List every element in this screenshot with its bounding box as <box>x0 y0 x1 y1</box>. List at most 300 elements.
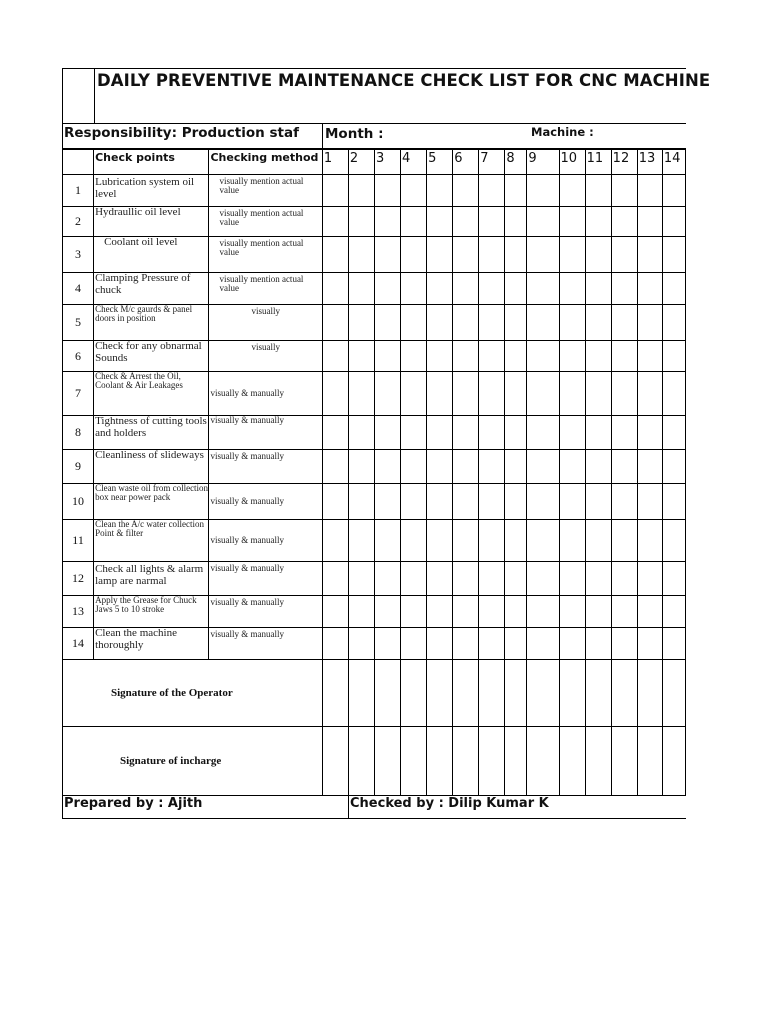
day-number: 10 <box>560 151 578 166</box>
day-entry-cell[interactable] <box>505 207 527 237</box>
signature-entry-cell[interactable] <box>322 727 348 796</box>
day-entry-cell[interactable] <box>427 207 453 237</box>
checking-method-cell <box>209 520 322 562</box>
day-entry-cell[interactable] <box>374 305 400 341</box>
day-entry-cell[interactable] <box>585 628 611 660</box>
day-entry-cell[interactable] <box>374 175 400 207</box>
checking-method-text: visually & manually <box>210 451 284 461</box>
signature-entry-cell[interactable] <box>374 727 400 796</box>
day-entry-cell[interactable] <box>662 484 685 520</box>
day-entry-cell[interactable] <box>585 520 611 562</box>
signature-entry-cell[interactable] <box>348 727 374 796</box>
day-entry-cell[interactable] <box>427 175 453 207</box>
signature-entry-cell[interactable] <box>427 727 453 796</box>
header-checking-method <box>209 150 322 175</box>
day-entry-cell[interactable] <box>427 273 453 305</box>
day-entry-cell[interactable] <box>637 237 662 273</box>
day-entry-cell[interactable] <box>559 341 585 372</box>
day-entry-cell[interactable] <box>322 305 348 341</box>
signature-label-cell <box>63 660 323 727</box>
header-no-cell <box>63 150 94 175</box>
day-entry-cell[interactable] <box>479 207 505 237</box>
day-entry-cell[interactable] <box>662 341 685 372</box>
check-point-text: Apply the Grease for Chuck Jaws 5 to 10 stroke <box>95 595 197 615</box>
day-entry-cell[interactable] <box>322 372 348 416</box>
day-entry-cell[interactable] <box>453 175 479 207</box>
row-number-cell: 4 <box>63 273 94 305</box>
day-entry-cell[interactable] <box>559 237 585 273</box>
check-point-cell <box>94 305 209 341</box>
day-entry-cell[interactable] <box>611 273 637 305</box>
day-entry-cell[interactable] <box>527 562 559 596</box>
day-entry-cell[interactable] <box>374 484 400 520</box>
day-entry-cell[interactable] <box>479 237 505 273</box>
check-point-text: Hydraullic oil level <box>95 206 181 218</box>
day-number: 12 <box>612 151 630 166</box>
signature-entry-cell[interactable] <box>427 660 453 727</box>
day-entry-cell[interactable] <box>637 305 662 341</box>
signature-entry-cell[interactable] <box>527 727 559 796</box>
row-number-cell: 1 <box>63 175 94 207</box>
signature-entry-cell[interactable] <box>401 660 427 727</box>
day-number: 7 <box>480 151 489 166</box>
check-point-text: Check M/c gaurds & panel doors in position <box>95 304 193 324</box>
day-entry-cell[interactable] <box>662 372 685 416</box>
checking-method-cell <box>209 237 322 273</box>
day-entry-cell[interactable] <box>427 416 453 450</box>
day-entry-cell[interactable] <box>662 562 685 596</box>
day-entry-cell[interactable] <box>348 372 374 416</box>
day-entry-cell[interactable] <box>453 562 479 596</box>
day-entry-cell[interactable] <box>611 520 637 562</box>
day-entry-cell[interactable] <box>505 273 527 305</box>
day-entry-cell[interactable] <box>559 273 585 305</box>
day-entry-cell[interactable] <box>585 237 611 273</box>
day-entry-cell[interactable] <box>611 305 637 341</box>
day-entry-cell[interactable] <box>527 416 559 450</box>
day-entry-cell[interactable] <box>322 450 348 484</box>
day-entry-cell[interactable] <box>427 237 453 273</box>
signature-entry-cell[interactable] <box>348 660 374 727</box>
checking-method-cell <box>209 596 322 628</box>
day-entry-cell[interactable] <box>348 484 374 520</box>
day-entry-cell[interactable] <box>611 596 637 628</box>
day-entry-cell[interactable] <box>611 372 637 416</box>
title-stub-cell <box>63 69 95 123</box>
signature-entry-cell[interactable] <box>479 660 505 727</box>
signature-label: Signature of the Operator <box>111 687 233 699</box>
day-entry-cell[interactable] <box>348 341 374 372</box>
day-entry-cell[interactable] <box>374 416 400 450</box>
day-entry-cell[interactable] <box>662 305 685 341</box>
day-entry-cell[interactable] <box>374 562 400 596</box>
day-entry-cell[interactable] <box>322 562 348 596</box>
signature-entry-cell[interactable] <box>453 727 479 796</box>
day-entry-cell[interactable] <box>559 207 585 237</box>
checklist-sheet <box>62 68 711 819</box>
day-entry-cell[interactable] <box>453 520 479 562</box>
day-entry-cell[interactable] <box>374 520 400 562</box>
day-entry-cell[interactable] <box>322 237 348 273</box>
day-entry-cell[interactable] <box>453 484 479 520</box>
day-entry-cell[interactable] <box>585 450 611 484</box>
row-number-cell: 12 <box>63 562 94 596</box>
day-number: 3 <box>375 151 385 166</box>
day-entry-cell[interactable] <box>585 341 611 372</box>
signature-label-cell <box>63 727 323 796</box>
signature-label: Signature of incharge <box>120 755 222 767</box>
day-entry-cell[interactable] <box>348 207 374 237</box>
check-point-text: Check & Arrest the Oil, Coolant & Air Leakages <box>95 371 183 391</box>
day-entry-cell[interactable] <box>611 628 637 660</box>
day-entry-cell[interactable] <box>559 562 585 596</box>
day-entry-cell[interactable] <box>611 562 637 596</box>
day-entry-cell[interactable] <box>322 273 348 305</box>
day-number: 14 <box>663 151 681 166</box>
signature-entry-cell[interactable] <box>505 727 527 796</box>
month-label: Month : <box>322 124 383 148</box>
checking-method-cell <box>209 416 322 450</box>
header-check-points <box>94 150 209 175</box>
signature-entry-cell[interactable] <box>559 727 585 796</box>
day-entry-cell[interactable] <box>348 596 374 628</box>
day-entry-cell[interactable] <box>662 450 685 484</box>
day-entry-cell[interactable] <box>662 237 685 273</box>
day-entry-cell[interactable] <box>527 628 559 660</box>
check-point-cell <box>94 237 209 273</box>
day-entry-cell[interactable] <box>585 372 611 416</box>
checking-method-text: visually <box>251 342 280 352</box>
day-entry-cell[interactable] <box>637 175 662 207</box>
checked-by: Checked by : Dilip Kumar K <box>348 796 549 818</box>
day-entry-cell[interactable] <box>348 237 374 273</box>
day-entry-cell[interactable] <box>427 628 453 660</box>
checking-method-cell <box>209 484 322 520</box>
day-entry-cell[interactable] <box>662 416 685 450</box>
checking-method-cell <box>209 175 322 207</box>
responsibility-label: Responsibility: Production staf <box>64 125 299 141</box>
day-entry-cell[interactable] <box>527 450 559 484</box>
day-entry-cell[interactable] <box>611 341 637 372</box>
table-row <box>63 416 686 450</box>
day-entry-cell[interactable] <box>559 628 585 660</box>
check-point-text: Clean the A/c water collection Point & filter <box>95 519 205 539</box>
day-entry-cell[interactable] <box>527 341 559 372</box>
signature-entry-cell[interactable] <box>505 660 527 727</box>
day-entry-cell[interactable] <box>322 416 348 450</box>
day-entry-cell[interactable] <box>585 596 611 628</box>
day-entry-cell[interactable] <box>401 416 427 450</box>
checking-method-text: visually & manually <box>210 534 284 545</box>
day-entry-cell[interactable] <box>585 175 611 207</box>
day-entry-cell[interactable] <box>637 520 662 562</box>
check-point-text: Check for any obnarmal Sounds <box>95 340 202 364</box>
day-entry-cell[interactable] <box>662 596 685 628</box>
day-header-6 <box>453 150 479 175</box>
day-entry-cell[interactable] <box>374 450 400 484</box>
day-entry-cell[interactable] <box>527 237 559 273</box>
signature-entry-cell[interactable] <box>611 727 637 796</box>
day-entry-cell[interactable] <box>479 450 505 484</box>
check-point-cell <box>94 484 209 520</box>
day-entry-cell[interactable] <box>401 237 427 273</box>
day-entry-cell[interactable] <box>453 596 479 628</box>
day-entry-cell[interactable] <box>637 450 662 484</box>
day-entry-cell[interactable] <box>401 305 427 341</box>
day-entry-cell[interactable] <box>401 628 427 660</box>
day-entry-cell[interactable] <box>348 520 374 562</box>
checking-method-cell <box>209 450 322 484</box>
signature-entry-cell[interactable] <box>479 727 505 796</box>
checking-method-text: visually & manually <box>210 495 284 506</box>
day-entry-cell[interactable] <box>453 416 479 450</box>
checking-method-cell <box>209 341 322 372</box>
day-entry-cell[interactable] <box>374 207 400 237</box>
day-entry-cell[interactable] <box>637 596 662 628</box>
signature-entry-cell[interactable] <box>527 660 559 727</box>
checking-method-text: visually & manually <box>210 415 284 425</box>
row-number-cell: 8 <box>63 416 94 450</box>
day-entry-cell[interactable] <box>322 520 348 562</box>
day-entry-cell[interactable] <box>479 562 505 596</box>
day-entry-cell[interactable] <box>505 416 527 450</box>
signature-entry-cell[interactable] <box>585 727 611 796</box>
day-entry-cell[interactable] <box>401 175 427 207</box>
check-point-cell <box>94 273 209 305</box>
day-entry-cell[interactable] <box>479 175 505 207</box>
day-entry-cell[interactable] <box>637 207 662 237</box>
day-entry-cell[interactable] <box>401 273 427 305</box>
day-entry-cell[interactable] <box>505 305 527 341</box>
day-entry-cell[interactable] <box>527 596 559 628</box>
day-entry-cell[interactable] <box>585 273 611 305</box>
day-entry-cell[interactable] <box>479 416 505 450</box>
day-entry-cell[interactable] <box>374 372 400 416</box>
check-point-cell <box>94 596 209 628</box>
day-entry-cell[interactable] <box>374 596 400 628</box>
day-entry-cell[interactable] <box>505 484 527 520</box>
day-entry-cell[interactable] <box>505 341 527 372</box>
signature-entry-cell[interactable] <box>322 660 348 727</box>
signature-entry-cell[interactable] <box>637 660 662 727</box>
day-entry-cell[interactable] <box>662 628 685 660</box>
day-entry-cell[interactable] <box>322 207 348 237</box>
day-entry-cell[interactable] <box>322 341 348 372</box>
day-entry-cell[interactable] <box>453 372 479 416</box>
day-entry-cell[interactable] <box>401 450 427 484</box>
day-entry-cell[interactable] <box>527 372 559 416</box>
day-entry-cell[interactable] <box>662 175 685 207</box>
day-entry-cell[interactable] <box>453 628 479 660</box>
day-entry-cell[interactable] <box>611 175 637 207</box>
day-entry-cell[interactable] <box>585 305 611 341</box>
day-entry-cell[interactable] <box>374 273 400 305</box>
day-header-5 <box>427 150 453 175</box>
day-entry-cell[interactable] <box>348 305 374 341</box>
day-entry-cell[interactable] <box>348 450 374 484</box>
day-entry-cell[interactable] <box>505 520 527 562</box>
day-entry-cell[interactable] <box>348 562 374 596</box>
day-entry-cell[interactable] <box>401 372 427 416</box>
day-entry-cell[interactable] <box>401 596 427 628</box>
day-entry-cell[interactable] <box>527 175 559 207</box>
check-point-cell <box>94 372 209 416</box>
day-entry-cell[interactable] <box>427 484 453 520</box>
day-entry-cell[interactable] <box>427 596 453 628</box>
day-entry-cell[interactable] <box>479 305 505 341</box>
day-entry-cell[interactable] <box>401 207 427 237</box>
day-entry-cell[interactable] <box>637 562 662 596</box>
day-entry-cell[interactable] <box>505 175 527 207</box>
day-entry-cell[interactable] <box>527 207 559 237</box>
day-entry-cell[interactable] <box>527 305 559 341</box>
day-entry-cell[interactable] <box>427 562 453 596</box>
day-entry-cell[interactable] <box>453 273 479 305</box>
signature-entry-cell[interactable] <box>374 660 400 727</box>
day-header-4 <box>401 150 427 175</box>
signature-entry-cell[interactable] <box>585 660 611 727</box>
day-entry-cell[interactable] <box>662 207 685 237</box>
day-entry-cell[interactable] <box>348 416 374 450</box>
day-number: 9 <box>528 151 537 166</box>
day-entry-cell[interactable] <box>611 416 637 450</box>
day-entry-cell[interactable] <box>527 273 559 305</box>
day-entry-cell[interactable] <box>637 273 662 305</box>
checking-method-text: visually & manually <box>210 629 284 639</box>
day-entry-cell[interactable] <box>559 416 585 450</box>
row-number-cell: 11 <box>63 520 94 562</box>
day-entry-cell[interactable] <box>322 628 348 660</box>
table-row <box>63 341 686 372</box>
day-entry-cell[interactable] <box>348 175 374 207</box>
checking-method-text: visually & manually <box>210 563 284 573</box>
day-entry-cell[interactable] <box>637 628 662 660</box>
day-entry-cell[interactable] <box>637 372 662 416</box>
day-entry-cell[interactable] <box>559 484 585 520</box>
responsibility-row <box>62 124 686 149</box>
day-entry-cell[interactable] <box>453 207 479 237</box>
footer-row <box>62 796 686 819</box>
table-row <box>63 207 686 237</box>
day-entry-cell[interactable] <box>401 341 427 372</box>
signature-entry-cell[interactable] <box>611 660 637 727</box>
day-entry-cell[interactable] <box>401 520 427 562</box>
day-entry-cell[interactable] <box>479 341 505 372</box>
prepared-by: Prepared by : Ajith <box>64 796 203 811</box>
day-entry-cell[interactable] <box>322 596 348 628</box>
day-header-1 <box>322 150 348 175</box>
signature-entry-cell[interactable] <box>662 727 685 796</box>
day-number: 2 <box>349 151 359 166</box>
day-entry-cell[interactable] <box>611 207 637 237</box>
day-entry-cell[interactable] <box>637 416 662 450</box>
day-entry-cell[interactable] <box>427 520 453 562</box>
day-entry-cell[interactable] <box>427 372 453 416</box>
day-entry-cell[interactable] <box>479 484 505 520</box>
signature-entry-cell[interactable] <box>637 727 662 796</box>
row-number-cell: 2 <box>63 207 94 237</box>
day-entry-cell[interactable] <box>585 562 611 596</box>
day-entry-cell[interactable] <box>559 305 585 341</box>
day-entry-cell[interactable] <box>527 520 559 562</box>
day-entry-cell[interactable] <box>374 341 400 372</box>
day-entry-cell[interactable] <box>427 305 453 341</box>
day-entry-cell[interactable] <box>505 596 527 628</box>
day-entry-cell[interactable] <box>662 520 685 562</box>
day-entry-cell[interactable] <box>559 372 585 416</box>
day-entry-cell[interactable] <box>585 416 611 450</box>
row-number-cell: 13 <box>63 596 94 628</box>
checking-method-cell <box>209 305 322 341</box>
day-entry-cell[interactable] <box>559 450 585 484</box>
day-entry-cell[interactable] <box>401 562 427 596</box>
day-entry-cell[interactable] <box>611 450 637 484</box>
day-entry-cell[interactable] <box>401 484 427 520</box>
day-entry-cell[interactable] <box>505 628 527 660</box>
day-entry-cell[interactable] <box>662 273 685 305</box>
day-number: 6 <box>454 151 463 166</box>
row-number-cell: 14 <box>63 628 94 660</box>
day-entry-cell[interactable] <box>637 341 662 372</box>
check-point-cell <box>94 341 209 372</box>
day-entry-cell[interactable] <box>479 273 505 305</box>
day-entry-cell[interactable] <box>559 175 585 207</box>
check-point-text: Cleanliness of slideways <box>95 449 204 461</box>
day-entry-cell[interactable] <box>427 341 453 372</box>
day-entry-cell[interactable] <box>479 596 505 628</box>
signature-entry-cell[interactable] <box>401 727 427 796</box>
day-header-10 <box>559 150 585 175</box>
day-entry-cell[interactable] <box>479 628 505 660</box>
day-entry-cell[interactable] <box>322 484 348 520</box>
day-entry-cell[interactable] <box>637 484 662 520</box>
signature-entry-cell[interactable] <box>662 660 685 727</box>
day-header-7 <box>479 150 505 175</box>
day-entry-cell[interactable] <box>453 305 479 341</box>
check-point-cell <box>94 207 209 237</box>
day-number: 4 <box>402 151 411 166</box>
day-entry-cell[interactable] <box>479 372 505 416</box>
day-entry-cell[interactable] <box>611 237 637 273</box>
day-entry-cell[interactable] <box>505 450 527 484</box>
day-entry-cell[interactable] <box>505 562 527 596</box>
machine-label: Machine : <box>531 125 594 139</box>
row-number-cell: 10 <box>63 484 94 520</box>
day-entry-cell[interactable] <box>559 596 585 628</box>
day-entry-cell[interactable] <box>453 237 479 273</box>
day-entry-cell[interactable] <box>453 450 479 484</box>
day-entry-cell[interactable] <box>348 628 374 660</box>
day-entry-cell[interactable] <box>479 520 505 562</box>
day-entry-cell[interactable] <box>585 484 611 520</box>
signature-entry-cell[interactable] <box>453 660 479 727</box>
signature-entry-cell[interactable] <box>559 660 585 727</box>
day-entry-cell[interactable] <box>505 372 527 416</box>
checking-method-text: visually mention actual value <box>219 176 304 196</box>
day-entry-cell[interactable] <box>585 207 611 237</box>
day-entry-cell[interactable] <box>453 341 479 372</box>
day-entry-cell[interactable] <box>374 628 400 660</box>
check-point-text: Lubrication system oil level <box>95 176 195 200</box>
day-entry-cell[interactable] <box>374 237 400 273</box>
day-entry-cell[interactable] <box>427 450 453 484</box>
day-entry-cell[interactable] <box>322 175 348 207</box>
day-entry-cell[interactable] <box>348 273 374 305</box>
day-entry-cell[interactable] <box>559 520 585 562</box>
day-entry-cell[interactable] <box>611 484 637 520</box>
day-entry-cell[interactable] <box>527 484 559 520</box>
day-entry-cell[interactable] <box>505 237 527 273</box>
